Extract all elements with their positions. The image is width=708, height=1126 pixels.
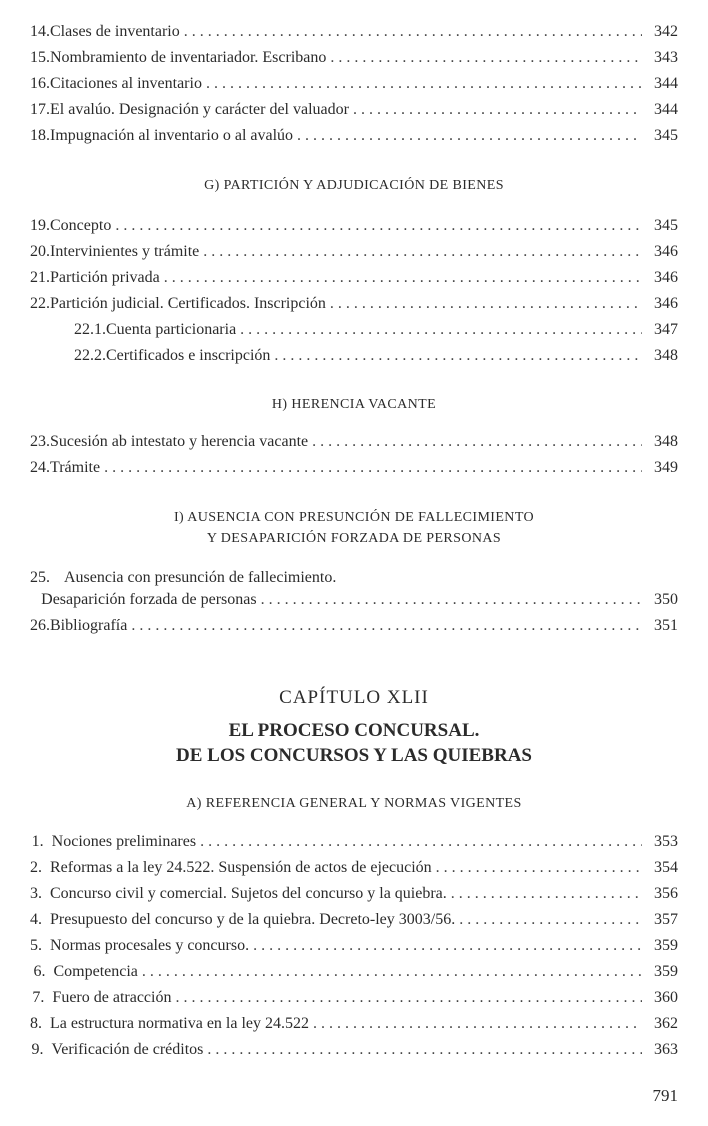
toc-entry-16 [30, 72, 678, 96]
entry-number: 14. [30, 23, 50, 40]
entry-label: La estructura normativa en la ley 24.522 [50, 1015, 310, 1032]
entry-page: 348 [654, 433, 678, 450]
entry-label: Desaparición forzada de personas [41, 591, 257, 608]
entry-number: 16. [30, 75, 50, 92]
toc-entry-7 [30, 986, 678, 1010]
section-heading-i [0, 507, 708, 549]
dot-leader [312, 430, 642, 454]
entry-page: 342 [654, 23, 678, 40]
toc-entry-14 [30, 20, 678, 44]
section-heading-line: I) AUSENCIA CON PRESUNCIÓN DE FALLECIMIENTO [173, 510, 535, 525]
entry-label: Certificados e inscripción [106, 347, 271, 364]
toc-entry-22-2 [74, 344, 678, 368]
entry-label: Normas procesales y concurso. [50, 937, 250, 954]
section-heading-a: A) REFERENCIA GENERAL Y NORMAS VIGENTES [186, 796, 522, 811]
entry-label: Verificación de créditos [51, 1041, 204, 1058]
entry-number: 25. [30, 569, 50, 586]
dot-leader [253, 934, 642, 958]
entry-label: Concepto [50, 217, 112, 234]
entry-number: 20. [30, 243, 50, 260]
dot-leader [297, 124, 642, 148]
entry-label: Partición judicial. Certificados. Inscripción [50, 295, 326, 312]
entry-number: 22.2. [74, 347, 106, 364]
dot-leader [203, 240, 642, 264]
toc-entry-24 [30, 456, 678, 480]
entry-label: Concurso civil y comercial. Sujetos del concurso y la quiebra. [50, 885, 447, 902]
entry-number: 26. [30, 617, 50, 634]
section-heading-g: G) PARTICIÓN Y ADJUDICACIÓN DE BIENES [204, 178, 504, 193]
entry-label: Nociones preliminares [51, 833, 197, 850]
entry-page: 351 [654, 617, 678, 634]
dot-leader [131, 614, 642, 638]
entry-number: 3. [30, 885, 42, 902]
dot-leader [206, 72, 642, 96]
chapter-title-line1: EL PROCESO CONCURSAL. [228, 720, 480, 741]
entry-page: 363 [654, 1041, 678, 1058]
entry-page: 344 [654, 75, 678, 92]
dot-leader [104, 456, 642, 480]
entry-label: Cuenta particionaria [106, 321, 237, 338]
entry-page: 346 [654, 295, 678, 312]
dot-leader [330, 46, 642, 70]
entry-page: 356 [654, 885, 678, 902]
entry-label: Partición privada [50, 269, 160, 286]
toc-entry-25 [30, 588, 678, 612]
entry-page: 345 [654, 217, 678, 234]
entry-number: 15. [30, 49, 50, 66]
page-number: 791 [652, 1086, 678, 1105]
entry-number: 5. [30, 937, 43, 954]
entry-number: 6. [33, 963, 46, 980]
dot-leader [436, 856, 642, 880]
entry-label: Competencia [53, 963, 138, 980]
entry-number: 22.1. [74, 321, 106, 338]
toc-entry-21 [30, 266, 678, 290]
entry-label: Impugnación al inventario o al avalúo [50, 127, 294, 144]
dot-leader [261, 588, 642, 612]
toc-entry-19 [30, 214, 678, 238]
entry-page: 346 [654, 243, 678, 260]
chapter-title-line2: DE LOS CONCURSOS Y LAS QUIEBRAS [176, 745, 532, 766]
entry-label: Reformas a la ley 24.522. Suspensión de actos de ejecución [50, 859, 432, 876]
toc-entry-18 [30, 124, 678, 148]
entry-label: Fuero de atracción [52, 989, 172, 1006]
entry-label: Citaciones al inventario [50, 75, 202, 92]
entry-number: 24. [30, 459, 50, 476]
entry-number: 7. [32, 989, 45, 1006]
dot-leader [207, 1038, 642, 1062]
dot-leader [164, 266, 642, 290]
dot-leader [200, 830, 642, 854]
entry-number: 1. [31, 833, 44, 850]
section-heading-h: H) HERENCIA VACANTE [271, 397, 437, 412]
entry-page: 360 [654, 989, 678, 1006]
dot-leader [353, 98, 642, 122]
entry-label: Ausencia con presunción de fallecimiento. [64, 569, 337, 586]
dot-leader [184, 20, 642, 44]
section-heading-line: Y DESAPARICIÓN FORZADA DE PERSONAS [206, 531, 502, 546]
toc-entry-26 [30, 614, 678, 638]
entry-number: 17. [30, 101, 50, 118]
entry-page: 357 [654, 911, 678, 928]
dot-leader [115, 214, 642, 238]
entry-page: 362 [654, 1015, 678, 1032]
entry-page: 350 [654, 591, 678, 608]
entry-number: 18. [30, 127, 50, 144]
entry-page: 345 [654, 127, 678, 144]
entry-page: 346 [654, 269, 678, 286]
toc-entry-8 [30, 1012, 678, 1036]
entry-number: 22. [30, 295, 50, 312]
entry-label: Clases de inventario [50, 23, 180, 40]
toc-entry-1 [30, 830, 678, 854]
dot-leader [313, 1012, 642, 1036]
toc-entry-22-1 [74, 318, 678, 342]
toc-entry-4 [30, 908, 678, 932]
entry-number: 4. [30, 911, 42, 928]
entry-page: 359 [654, 963, 678, 980]
entry-page: 353 [654, 833, 678, 850]
dot-leader [175, 986, 642, 1010]
entry-number: 19. [30, 217, 50, 234]
entry-number: 9. [31, 1041, 44, 1058]
toc-entry-5 [30, 934, 678, 958]
dot-leader [240, 318, 642, 342]
entry-label: Bibliografía [50, 617, 128, 634]
toc-entry-6 [30, 960, 678, 984]
entry-page: 354 [654, 859, 678, 876]
dot-leader [451, 882, 642, 906]
entry-label: El avalúo. Designación y carácter del valuador [50, 101, 349, 118]
entry-label: Presupuesto del concurso y de la quiebra. Decreto-ley 3003/56. [50, 911, 456, 928]
entry-page: 348 [654, 347, 678, 364]
dot-leader [459, 908, 642, 932]
toc-entry-20 [30, 240, 678, 264]
toc-entry-3 [30, 882, 678, 906]
entry-page: 343 [654, 49, 678, 66]
entry-page: 347 [654, 321, 678, 338]
dot-leader [330, 292, 642, 316]
entry-number: 23. [30, 433, 50, 450]
entry-page: 359 [654, 937, 678, 954]
toc-entry-22 [30, 292, 678, 316]
entry-label: Intervinientes y trámite [50, 243, 200, 260]
toc-entry-2 [30, 856, 678, 880]
toc-entry-23 [30, 430, 678, 454]
dot-leader [142, 960, 642, 984]
entry-page: 349 [654, 459, 678, 476]
toc-entry-17 [30, 98, 678, 122]
entry-label: Nombramiento de inventariador. Escribano [50, 49, 327, 66]
entry-number: 2. [30, 859, 42, 876]
entry-page: 344 [654, 101, 678, 118]
entry-number: 21. [30, 269, 50, 286]
toc-entry-15 [30, 46, 678, 70]
chapter-number: CAPÍTULO XLII [279, 687, 429, 708]
toc-entry-9 [30, 1038, 678, 1062]
entry-label: Trámite [50, 459, 101, 476]
entry-label: Sucesión ab intestato y herencia vacante [50, 433, 309, 450]
toc-entry-25-line1 [30, 566, 678, 590]
entry-number: 8. [30, 1015, 42, 1032]
dot-leader [274, 344, 642, 368]
